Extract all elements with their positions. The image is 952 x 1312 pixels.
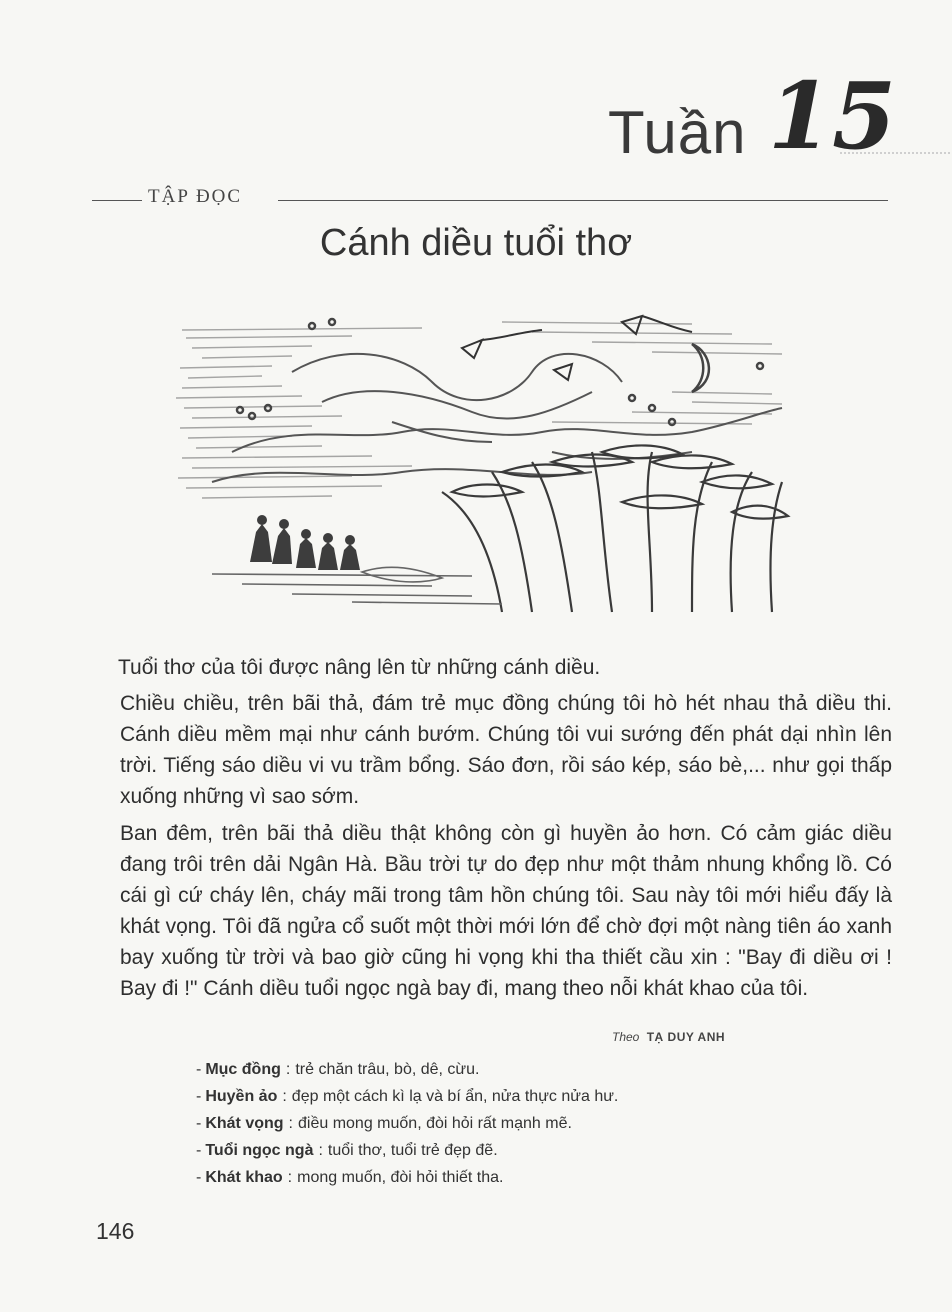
glossary-definition: đẹp một cách kì lạ và bí ẩn, nửa thực nửa hư. xyxy=(291,1088,619,1105)
kites xyxy=(462,316,692,380)
children-silhouettes xyxy=(250,515,360,570)
story-paragraph-2: Chiều chiều, trên bãi thả, đám trẻ mục đồng chúng tôi hò hét nhau thả diều thi. Cánh diều mềm mại như cánh bướm. Chúng tôi vui sướng đến phát dại nhìn lên trời. Tiếng sáo diều vi vu trầm bổng. Sáo đơn, rồi sáo kép, sáo bè,... như gọi thấp xuống những vì sao sớm. xyxy=(120,692,892,808)
sky-clouds xyxy=(212,354,782,482)
moon-and-stars xyxy=(237,319,763,425)
week-word: Tuần xyxy=(608,99,747,166)
glossary-definition: tuổi thơ, tuổi trẻ đẹp đẽ. xyxy=(327,1142,498,1159)
reeds xyxy=(442,445,788,612)
story-paragraph-1: Tuổi thơ của tôi được nâng lên từ những cánh diều. xyxy=(118,656,601,679)
glossary-list xyxy=(196,1056,816,1191)
glossary-definition: trẻ chăn trâu, bò, dê, cừu. xyxy=(295,1061,480,1078)
glossary-term: Khát vọng xyxy=(205,1115,284,1132)
section-label: TẬP ĐỌC xyxy=(148,186,243,207)
credit-author: TẠ DUY ANH xyxy=(646,1030,726,1044)
glossary-item: - Khát khao : mong muốn, đòi hỏi thiết tha. xyxy=(196,1169,504,1186)
page-number: 146 xyxy=(96,1218,135,1244)
glossary-item: - Khát vọng : điều mong muốn, đòi hỏi rất mạnh mẽ. xyxy=(196,1115,572,1132)
glossary-term: Tuổi ngọc ngà xyxy=(205,1142,314,1159)
author-credit xyxy=(612,1030,725,1044)
lesson-title: Cánh diều tuổi thơ xyxy=(319,222,633,264)
credit-prefix: Theo xyxy=(612,1030,640,1044)
glossary-term: Mục đồng xyxy=(205,1061,281,1078)
glossary-item: - Tuổi ngọc ngà : tuổi thơ, tuổi trẻ đẹp đẽ. xyxy=(196,1142,498,1159)
section-rule-right xyxy=(278,200,888,201)
glossary-term: Khát khao xyxy=(205,1169,283,1186)
week-number: 15 xyxy=(768,62,897,170)
glossary-definition: mong muốn, đòi hỏi thiết tha. xyxy=(297,1169,504,1186)
story-paragraph-3: Ban đêm, trên bãi thả diều thật không còn gì huyền ảo hơn. Có cảm giác diều đang trôi trên dải Ngân Hà. Bầu trời tự do đẹp như một thảm nhung khổng lồ. Có cái gì cứ cháy lên, cháy mãi trong tâm hồn chúng tôi. Sau này tôi mới hiểu đấy là khát vọng. Tôi đã ngửa cổ suốt một thời mới lớn để chờ đợi một nàng tiên áo xanh bay xuống từ trời và bao giờ cũng hi vọng khi tha thiết cầu xin : "Bay đi diều ơi ! Bay đi !" Cánh diều tuổi ngọc ngà bay đi, mang theo nỗi khát khao của tôi. xyxy=(120,822,892,1000)
section-heading xyxy=(92,186,888,210)
section-rule-left xyxy=(92,200,142,201)
glossary-item: - Huyền ảo : đẹp một cách kì lạ và bí ẩn, nửa thực nửa hư. xyxy=(196,1088,619,1105)
week-header xyxy=(560,62,900,172)
glossary-definition: điều mong muốn, đòi hỏi rất mạnh mẽ. xyxy=(298,1115,572,1132)
ground-lines xyxy=(212,567,502,604)
kite-illustration xyxy=(172,312,800,616)
glossary-item: - Mục đồng : trẻ chăn trâu, bò, dê, cừu. xyxy=(196,1061,480,1078)
glossary-term: Huyền ảo xyxy=(205,1088,278,1105)
